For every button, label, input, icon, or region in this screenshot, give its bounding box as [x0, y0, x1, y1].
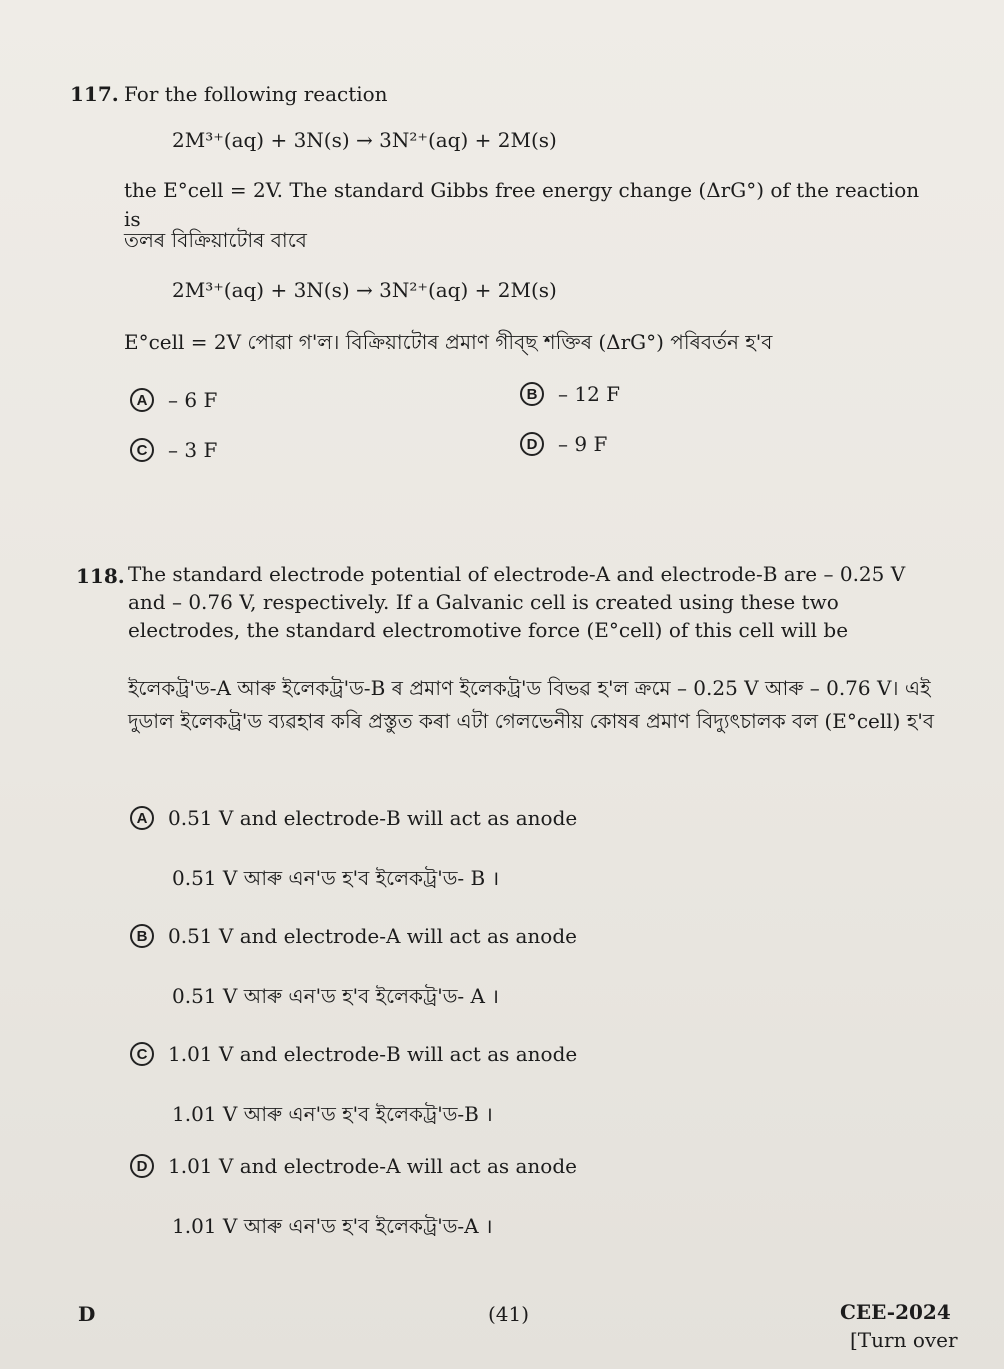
q118-option-a-bn: 0.51 V আৰু এন'ড হ'ব ইলেকট্ৰ'ড- B ।	[172, 866, 500, 890]
option-bubble-d[interactable]: D	[520, 432, 544, 456]
option-text: – 6 F	[168, 388, 218, 412]
q117-option-c[interactable]	[130, 438, 217, 462]
option-bubble-a[interactable]: A	[130, 388, 154, 412]
q118-option-a[interactable]	[130, 806, 577, 830]
q117-bn-prompt: তলৰ বিক্ৰিয়াটোৰ বাবে	[124, 228, 307, 252]
q117-option-a[interactable]	[130, 388, 217, 412]
q117-option-d[interactable]	[520, 432, 607, 456]
option-text-en: 1.01 V and electrode-B will act as anode	[168, 1042, 578, 1066]
q118-option-b-bn: 0.51 V আৰু এন'ড হ'ব ইলেকট্ৰ'ড- A ।	[172, 984, 499, 1008]
option-text-en: 1.01 V and electrode-A will act as anode	[168, 1154, 577, 1178]
q117-reaction: 2M³⁺(aq) + 3N(s) → 3N²⁺(aq) + 2M(s)	[172, 128, 557, 152]
q117-bn-condition: E°cell = 2V পোৱা গ'ল। বিক্ৰিয়াটোৰ প্ৰমাণ গীব্‌ছ শক্তিৰ (ΔrG°) পৰিবৰ্তন হ'ব	[124, 330, 773, 354]
q118-option-d-bn: 1.01 V আৰু এন'ড হ'ব ইলেকট্ৰ'ড-A ।	[172, 1214, 493, 1238]
q117-option-b[interactable]	[520, 382, 620, 406]
option-bubble-c[interactable]: C	[130, 1042, 154, 1066]
option-bubble-d[interactable]: D	[130, 1154, 154, 1178]
option-text: – 9 F	[558, 432, 608, 456]
q118-bn-prompt: ইলেকট্ৰ'ড-A আৰু ইলেকট্ৰ'ড-B ৰ প্ৰমাণ ইলেকট্ৰ'ড বিভৱ হ'ল ক্ৰমে – 0.25 V আৰু – 0.76 V। এই দুডাল ইলেকট্ৰ'ড ব্যৱহাৰ কৰি প্ৰস্তুত কৰা এটা গেলভেনীয় কোষৰ প্ৰমাণ বিদ্যুৎচালক বল (E°cell) হ'ব	[128, 676, 934, 733]
q117-condition: the E°cell = 2V. The standard Gibbs free energy change (ΔrG°) of the reaction is	[124, 178, 920, 231]
footer-turn-over: [Turn over	[850, 1328, 958, 1352]
option-bubble-b[interactable]: B	[520, 382, 544, 406]
q118-option-d[interactable]	[130, 1154, 577, 1178]
q118-prompt: The standard electrode potential of electrode-A and electrode-B are – 0.25 V and – 0.76 V, respectively. If a Galvanic cell is created using these two electrodes, the standard electromotive force (E°cell) of this cell will be	[128, 562, 906, 642]
footer-exam-code: CEE-2024	[840, 1300, 951, 1324]
option-bubble-c[interactable]: C	[130, 438, 154, 462]
q118-option-c-bn: 1.01 V আৰু এন'ড হ'ব ইলেকট্ৰ'ড-B ।	[172, 1102, 493, 1126]
option-text: – 3 F	[168, 438, 218, 462]
footer-page-number: (41)	[488, 1302, 530, 1326]
q117-reaction-repeat: 2M³⁺(aq) + 3N(s) → 3N²⁺(aq) + 2M(s)	[172, 278, 557, 302]
option-bubble-b[interactable]: B	[130, 924, 154, 948]
option-text: – 12 F	[558, 382, 621, 406]
q118-option-c[interactable]	[130, 1042, 577, 1066]
q118-number: 118.	[76, 564, 125, 588]
option-bubble-a[interactable]: A	[130, 806, 154, 830]
q118-option-b[interactable]	[130, 924, 577, 948]
q117-prompt: For the following reaction	[124, 82, 388, 106]
option-text-en: 0.51 V and electrode-A will act as anode	[168, 924, 577, 948]
q117-number: 117.	[70, 82, 119, 106]
footer-set-code: D	[78, 1302, 96, 1326]
option-text-en: 0.51 V and electrode-B will act as anode	[168, 806, 578, 830]
